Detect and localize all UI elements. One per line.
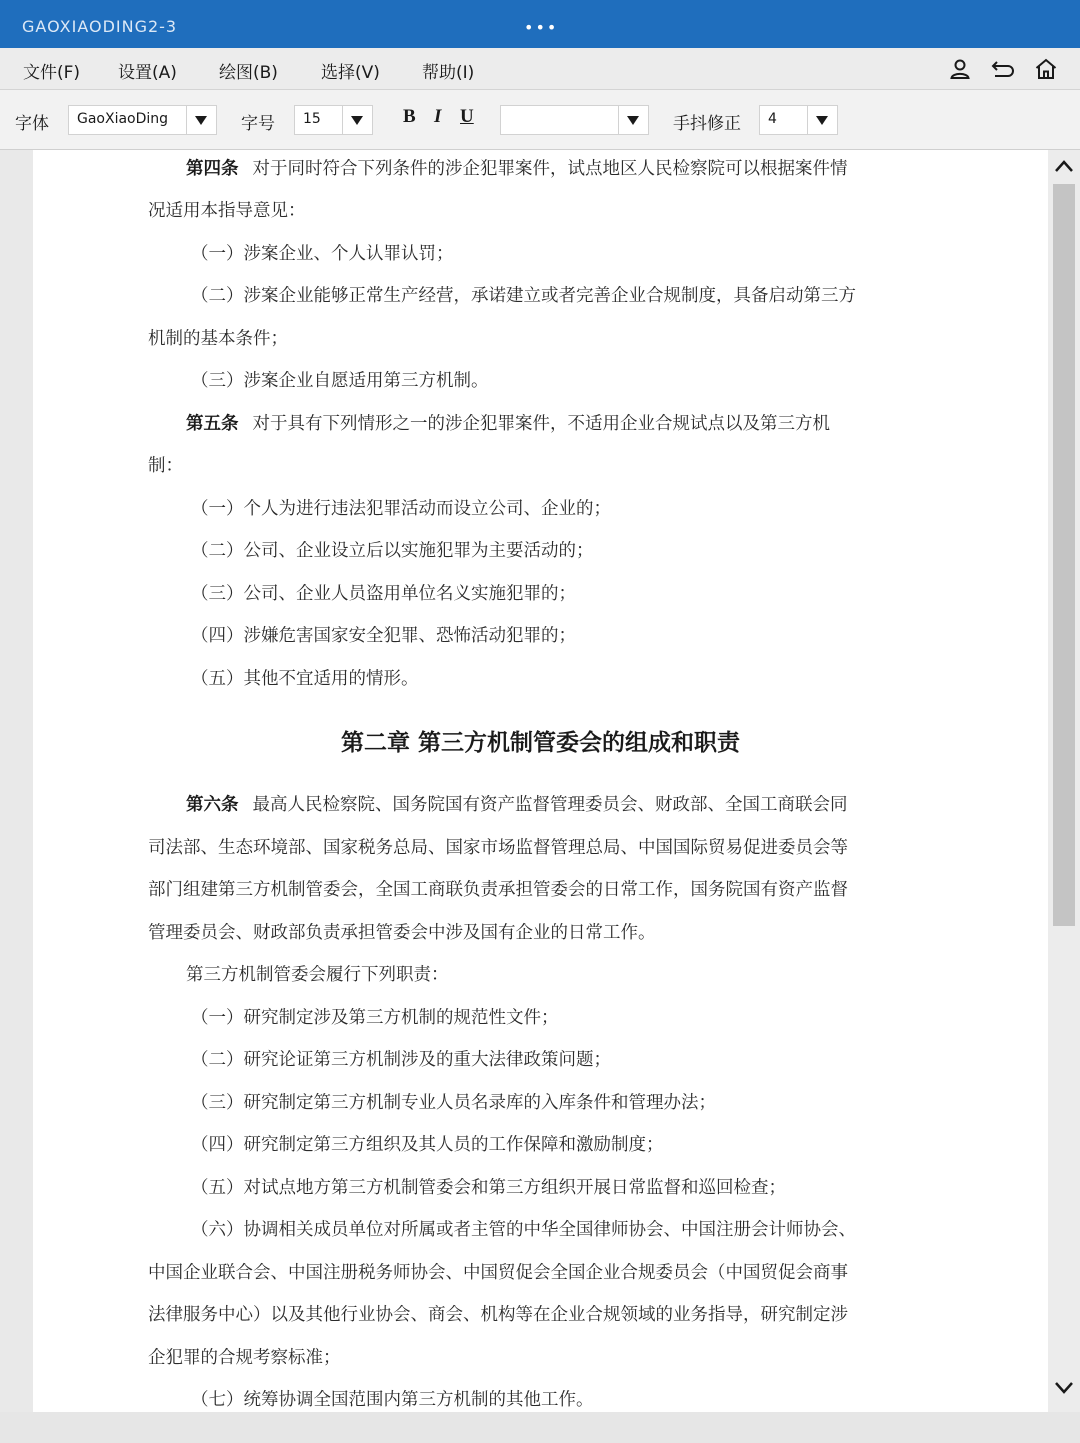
home-icon[interactable] (1034, 57, 1058, 81)
article-label: 第四条 (186, 159, 239, 179)
font-select[interactable] (68, 105, 217, 135)
article-label: 第六条 (186, 795, 239, 815)
paragraph-line: （五）其他不宜适用的情形。 (191, 669, 419, 689)
size-label: 字号 (241, 114, 275, 134)
underline-button[interactable]: U (460, 106, 474, 127)
format-toolbar (0, 90, 1080, 150)
paragraph-line: 法律服务中心）以及其他行业协会、商会、机构等在企业合规领域的业务指导，研究制定涉 (148, 1305, 848, 1325)
paragraph-line: （一）个人为进行违法犯罪活动而设立公司、企业的； (191, 499, 611, 519)
paragraph-line: 管理委员会、财政部负责承担管委会中涉及国有企业的日常工作。 (148, 923, 656, 943)
menu-draw[interactable]: 绘图(B) (219, 63, 278, 83)
menu-file[interactable]: 文件(F) (23, 63, 81, 83)
jitter-select[interactable] (759, 105, 838, 135)
size-select[interactable] (294, 105, 373, 135)
status-area (0, 1412, 1080, 1443)
paragraph-line: 部门组建第三方机制管委会，全国工商联负责承担管委会的日常工作，国务院国有资产监督 (148, 880, 848, 900)
menu-select[interactable]: 选择(V) (321, 63, 380, 83)
paragraph-line: 第四条 对于同时符合下列条件的涉企犯罪案件，试点地区人民检察院可以根据案件情 (186, 159, 848, 179)
window-more-icon[interactable]: ••• (524, 18, 559, 37)
paragraph-line: （三）公司、企业人员盗用单位名义实施犯罪的； (191, 584, 576, 604)
undo-icon[interactable] (990, 57, 1014, 81)
paragraph-line: （一）研究制定涉及第三方机制的规范性文件； (191, 1008, 559, 1028)
menu-bar (0, 48, 1080, 90)
paragraph-line: 中国企业联合会、中国注册税务师协会、中国贸促会全国企业合规委员会（中国贸促会商事 (148, 1263, 848, 1283)
paragraph-line: （四）涉嫌危害国家安全犯罪、恐怖活动犯罪的； (191, 626, 576, 646)
paragraph-line: （六）协调相关成员单位对所属或者主管的中华全国律师协会、中国注册会计师协会、 (191, 1220, 856, 1240)
paragraph-line: 况适用本指导意见： (148, 201, 306, 221)
chapter-heading: 第二章 第三方机制管委会的组成和职责 (340, 730, 740, 756)
vertical-scrollbar[interactable] (1048, 150, 1080, 1412)
paragraph-line: （三）涉案企业自愿适用第三方机制。 (191, 371, 489, 391)
article-label: 第五条 (186, 414, 239, 434)
bold-button[interactable]: B (403, 106, 416, 127)
paragraph-line: （二）公司、企业设立后以实施犯罪为主要活动的； (191, 541, 594, 561)
paragraph-line: 第五条 对于具有下列情形之一的涉企犯罪案件，不适用企业合规试点以及第三方机 (186, 414, 830, 434)
scrollbar-thumb[interactable] (1053, 184, 1075, 926)
jitter-select-value: 4 (768, 111, 777, 127)
chevron-down-icon[interactable] (186, 106, 216, 134)
chevron-down-icon[interactable] (342, 106, 372, 134)
paragraph-line: （四）研究制定第三方组织及其人员的工作保障和激励制度； (191, 1135, 664, 1155)
window-title: GAOXIAODING2-3 (22, 17, 178, 36)
paragraph-line: （二）研究论证第三方机制涉及的重大法律政策问题； (191, 1050, 611, 1070)
chevron-up-icon[interactable] (1054, 158, 1074, 177)
paragraph-line: （一）涉案企业、个人认罪认罚； (191, 244, 454, 264)
chevron-down-icon[interactable] (807, 106, 837, 134)
paragraph-line: （七）统筹协调全国范围内第三方机制的其他工作。 (191, 1390, 594, 1410)
paragraph-line: （二）涉案企业能够正常生产经营，承诺建立或者完善企业合规制度，具备启动第三方 (191, 286, 856, 306)
italic-button[interactable]: I (434, 106, 442, 127)
paragraph-line: 制： (148, 456, 183, 476)
document-page[interactable] (33, 150, 1048, 1412)
paragraph-line: 机制的基本条件； (148, 329, 288, 349)
font-select-value: GaoXiaoDing (77, 111, 169, 127)
paragraph-line: （五）对试点地方第三方机制管委会和第三方组织开展日常监督和巡回检查； (191, 1178, 786, 1198)
paragraph-line: （三）研究制定第三方机制专业人员名录库的入库条件和管理办法； (191, 1093, 716, 1113)
paragraph-line: 司法部、生态环境部、国家税务总局、国家市场监督管理总局、中国国际贸易促进委员会等 (148, 838, 848, 858)
user-icon[interactable] (948, 57, 972, 81)
chevron-down-icon[interactable] (1054, 1380, 1074, 1399)
chevron-down-icon[interactable] (618, 106, 648, 134)
paragraph-line: 企犯罪的合规考察标准； (148, 1348, 341, 1368)
title-bar (0, 0, 1080, 48)
menu-help[interactable]: 帮助(I) (422, 63, 475, 83)
menu-settings[interactable]: 设置(A) (118, 63, 177, 83)
paragraph-line: 第三方机制管委会履行下列职责： (186, 965, 449, 985)
paragraph-line: 第六条 最高人民检察院、国务院国有资产监督管理委员会、财政部、全国工商联会同 (186, 795, 848, 815)
size-select-value: 15 (303, 111, 321, 127)
color-select[interactable] (500, 105, 649, 135)
font-label: 字体 (15, 114, 49, 134)
jitter-label: 手抖修正 (673, 114, 741, 134)
